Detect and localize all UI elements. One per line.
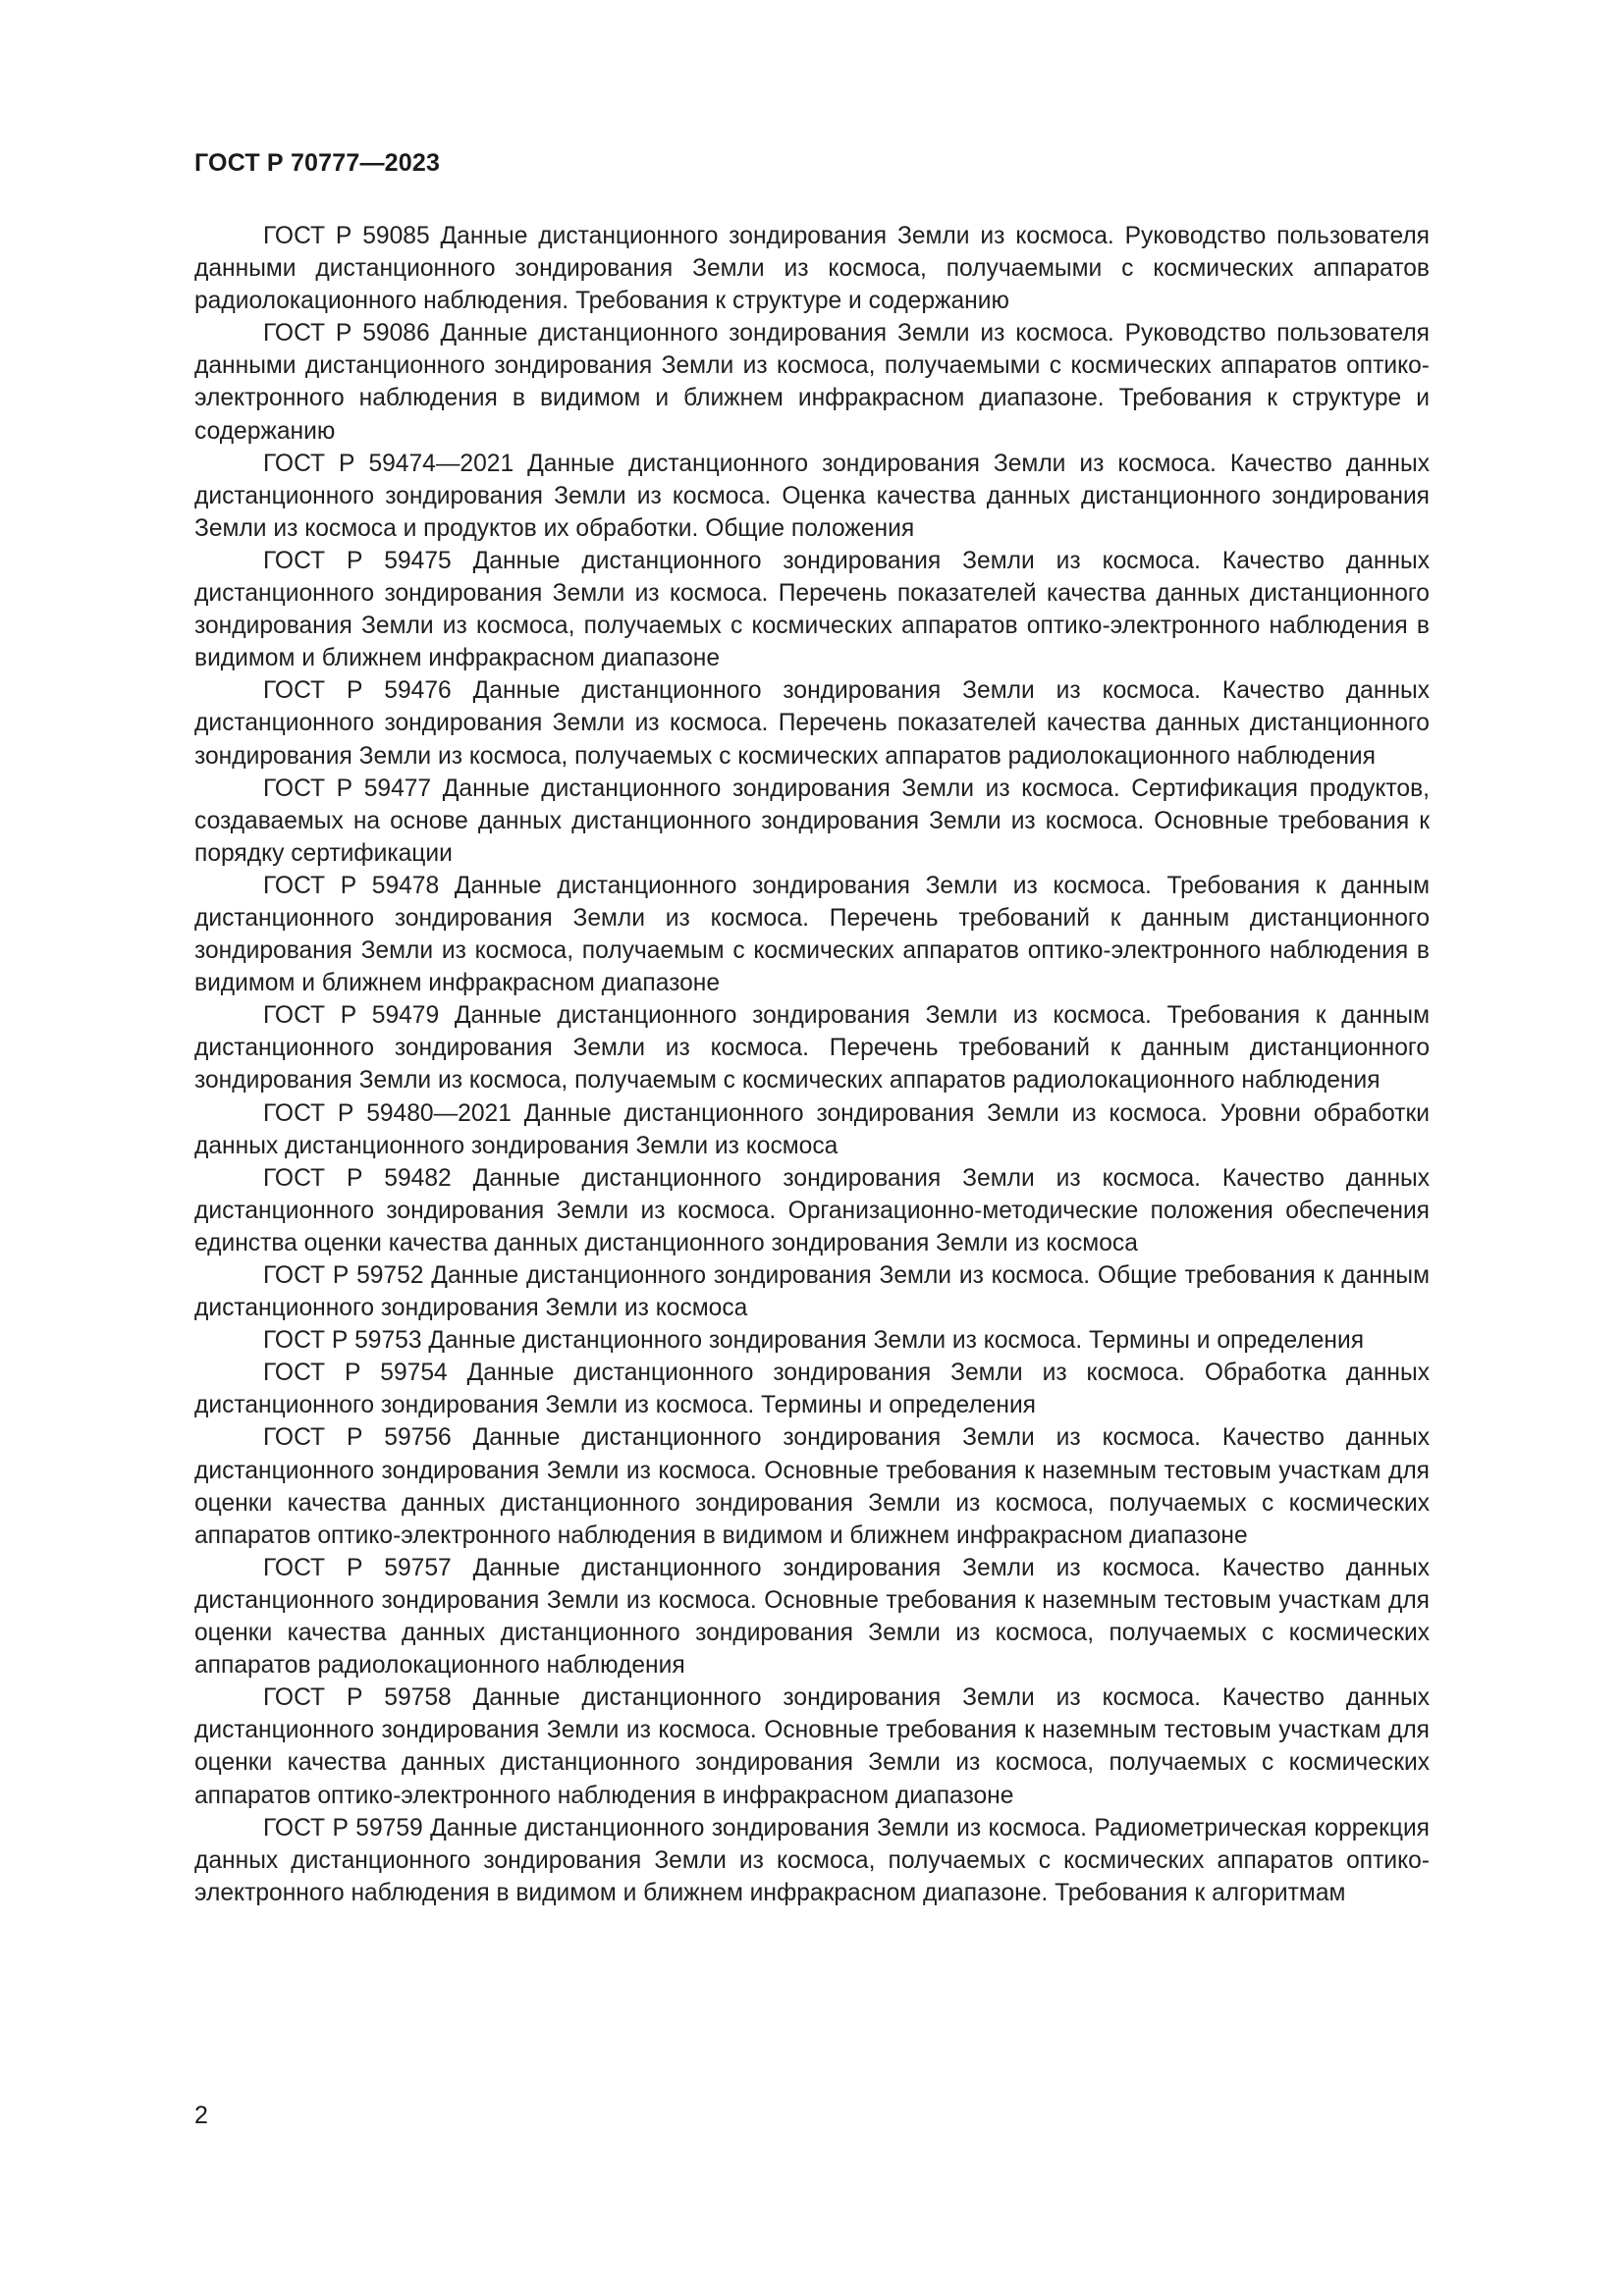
reference-item: ГОСТ Р 59474—2021 Данные дистанционного зондирования Земли из космоса. Качество данных дистанционного зондирования Земли из космоса. Оценка качества данных дистанционного зондирования Земли из космоса и продуктов их обработки. Общие положения (194, 450, 1430, 542)
reference-item: ГОСТ Р 59482 Данные дистанционного зондирования Земли из космоса. Качество данных дистанционного зондирования Земли из космоса. Организационно-методические положения обеспечения единства оценки качества данных дистанционного зондирования Земли из космоса (194, 1164, 1430, 1256)
reference-item: ГОСТ Р 59479 Данные дистанционного зондирования Земли из космоса. Требования к данным дистанционного зондирования Земли из космоса. Перечень требований к данным дистанционного зондирования Земли из космоса, получаемым с космических аппаратов радиолокационного наблюдения (194, 1002, 1430, 1095)
reference-item: ГОСТ Р 59756 Данные дистанционного зондирования Земли из космоса. Качество данных дистанционного зондирования Земли из космоса. Основные требования к наземным тестовым участкам для оценки качества данных дистанционного зондирования Земли из космоса, получаемых с космических аппаратов оптико-электронного наблюдения в видимом и ближнем инфракрасном диапазоне (194, 1424, 1430, 1549)
reference-item: ГОСТ Р 59754 Данные дистанционного зондирования Земли из космоса. Обработка данных дистанционного зондирования Земли из космоса. Термины и определения (194, 1360, 1430, 1419)
reference-item: ГОСТ Р 59476 Данные дистанционного зондирования Земли из космоса. Качество данных дистанционного зондирования Земли из космоса. Перечень показателей качества данных дистанционного зондирования Земли из космоса, получаемых с космических аппаратов радиолокационного наблюдения (194, 677, 1430, 770)
reference-item: ГОСТ Р 59752 Данные дистанционного зондирования Земли из космоса. Общие требования к данным дистанционного зондирования Земли из космоса (194, 1262, 1430, 1322)
reference-item: ГОСТ Р 59757 Данные дистанционного зондирования Земли из космоса. Качество данных дистанционного зондирования Земли из космоса. Основные требования к наземным тестовым участкам для оценки качества данных дистанционного зондирования Земли из космоса, получаемых с космических аппаратов радиолокационного наблюдения (194, 1554, 1430, 1680)
normative-references-list (194, 220, 1430, 1909)
reference-item: ГОСТ Р 59478 Данные дистанционного зондирования Земли из космоса. Требования к данным дистанционного зондирования Земли из космоса. Перечень требований к данным дистанционного зондирования Земли из космоса, получаемым с космических аппаратов оптико-электронного наблюдения в видимом и ближнем инфракрасном диапазоне (194, 872, 1430, 997)
reference-item: ГОСТ Р 59759 Данные дистанционного зондирования Земли из космоса. Радиометрическая коррекция данных дистанционного зондирования Земли из космоса, получаемых с космических аппаратов оптико-электронного наблюдения в видимом и ближнем инфракрасном диапазоне. Требования к алгоритмам (194, 1814, 1430, 1906)
reference-item: ГОСТ Р 59477 Данные дистанционного зондирования Земли из космоса. Сертификация продуктов, создаваемых на основе данных дистанционного зондирования Земли из космоса. Основные требования к порядку сертификации (194, 774, 1430, 867)
standard-header: ГОСТ Р 70777—2023 (194, 149, 441, 177)
reference-item: ГОСТ Р 59753 Данные дистанционного зондирования Земли из космоса. Термины и определения (263, 1327, 1365, 1355)
page-number: 2 (194, 2102, 208, 2129)
reference-item: ГОСТ Р 59758 Данные дистанционного зондирования Земли из космоса. Качество данных дистанционного зондирования Земли из космоса. Основные требования к наземным тестовым участкам для оценки качества данных дистанционного зондирования Земли из космоса, получаемых с космических аппаратов оптико-электронного наблюдения в инфракрасном диапазоне (194, 1684, 1430, 1809)
reference-item: ГОСТ Р 59085 Данные дистанционного зондирования Земли из космоса. Руководство пользователя данными дистанционного зондирования Земли из космоса, получаемыми с космических аппаратов радиолокационного наблюдения. Требования к структуре и содержанию (194, 223, 1430, 315)
reference-item: ГОСТ Р 59480—2021 Данные дистанционного зондирования Земли из космоса. Уровни обработки данных дистанционного зондирования Земли из космоса (194, 1099, 1430, 1159)
reference-item: ГОСТ Р 59086 Данные дистанционного зондирования Земли из космоса. Руководство пользователя данными дистанционного зондирования Земли из космоса, получаемыми с космических аппаратов оптико-электронного наблюдения в видимом и ближнем инфракрасном диапазоне. Требования к структуре и содержанию (194, 320, 1430, 445)
reference-item: ГОСТ Р 59475 Данные дистанционного зондирования Земли из космоса. Качество данных дистанционного зондирования Земли из космоса. Перечень показателей качества данных дистанционного зондирования Земли из космоса, получаемых с космических аппаратов оптико-электронного наблюдения в видимом и ближнем инфракрасном диапазоне (194, 547, 1430, 672)
